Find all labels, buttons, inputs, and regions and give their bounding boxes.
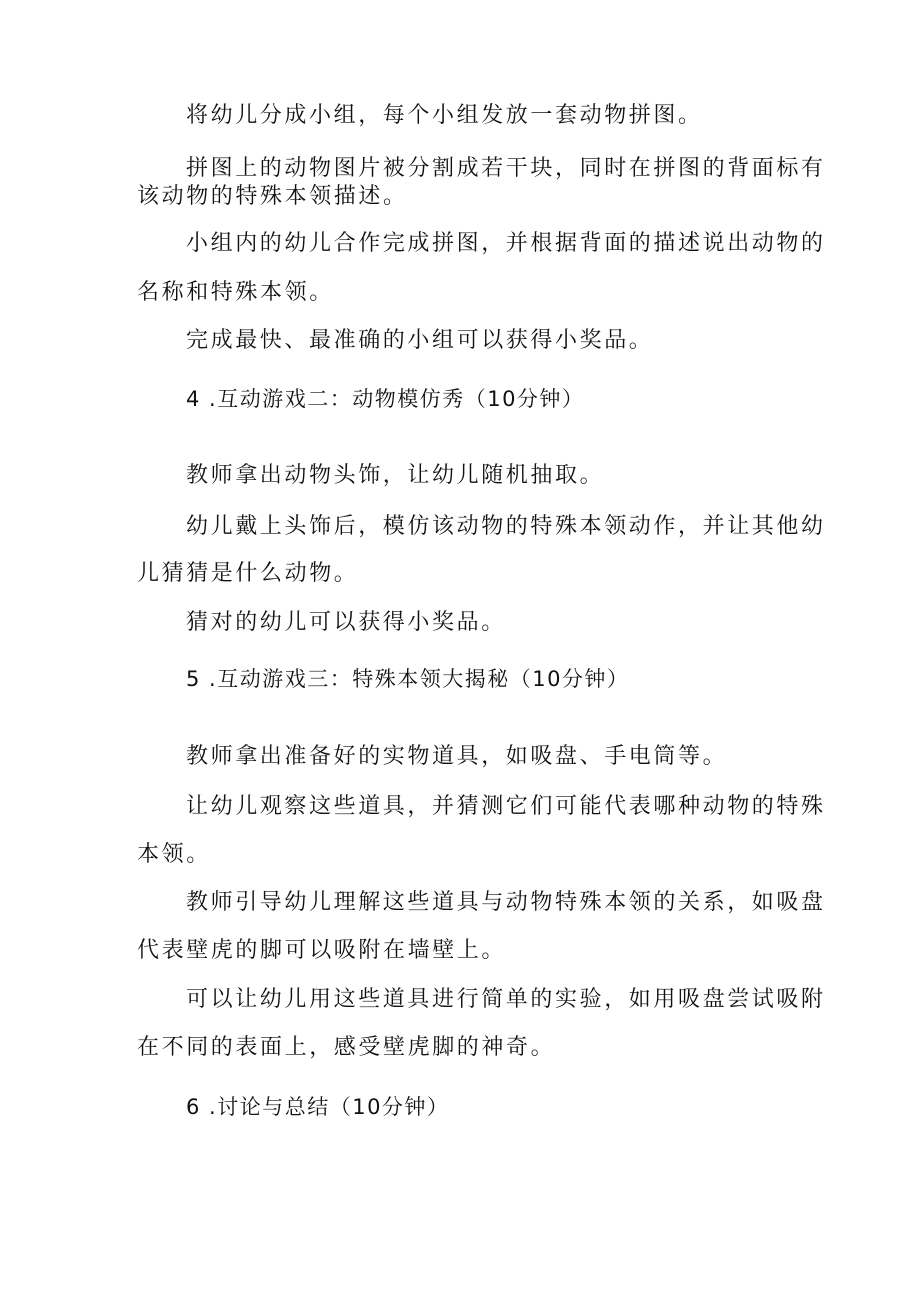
paragraph-line: 在不同的表面上，感受壁虎脚的神奇。 [137, 1035, 556, 1060]
paragraph-line: 教师引导幼儿理解这些道具与动物特殊本领的关系，如吸盘 [186, 890, 826, 915]
paragraph-line: 可以让幼儿用这些道具进行简单的实验，如用吸盘尝试吸附 [186, 987, 826, 1012]
paragraph-line: 教师拿出准备好的实物道具，如吸盘、手电筒等。 [186, 744, 728, 769]
section-heading-4: 4 .互动游戏二：动物模仿秀（10分钟） [186, 387, 585, 411]
section-heading-5: 5 .互动游戏三：特殊本领大揭秘（10分钟） [186, 667, 630, 691]
paragraph-line: 代表壁虎的脚可以吸附在墙壁上。 [137, 938, 507, 963]
paragraph-line: 该动物的特殊本领描述。 [137, 184, 408, 209]
paragraph-line: 幼儿戴上头饰后，模仿该动物的特殊本领动作，并让其他幼 [186, 514, 826, 539]
paragraph-line: 将幼儿分成小组，每个小组发放一套动物拼图。 [186, 103, 703, 128]
paragraph-line: 教师拿出动物头饰，让幼儿随机抽取。 [186, 463, 605, 488]
paragraph-line: 拼图上的动物图片被分割成若干块，同时在拼图的背面标有 [186, 156, 826, 181]
paragraph-line: 完成最快、最准确的小组可以获得小奖品。 [186, 328, 654, 353]
paragraph-line: 儿猜猜是什么动物。 [137, 561, 359, 586]
paragraph-line: 猜对的幼儿可以获得小奖品。 [186, 610, 506, 635]
paragraph-line: 本领。 [137, 842, 211, 867]
section-heading-6: 6 .讨论与总结（10分钟） [186, 1095, 450, 1119]
paragraph-line: 让幼儿观察这些道具，并猜测它们可能代表哪种动物的特殊 [186, 794, 826, 819]
paragraph-line: 小组内的幼儿合作完成拼图，并根据背面的描述说出动物的 [186, 231, 826, 256]
paragraph-line: 名称和特殊本领。 [137, 280, 334, 305]
